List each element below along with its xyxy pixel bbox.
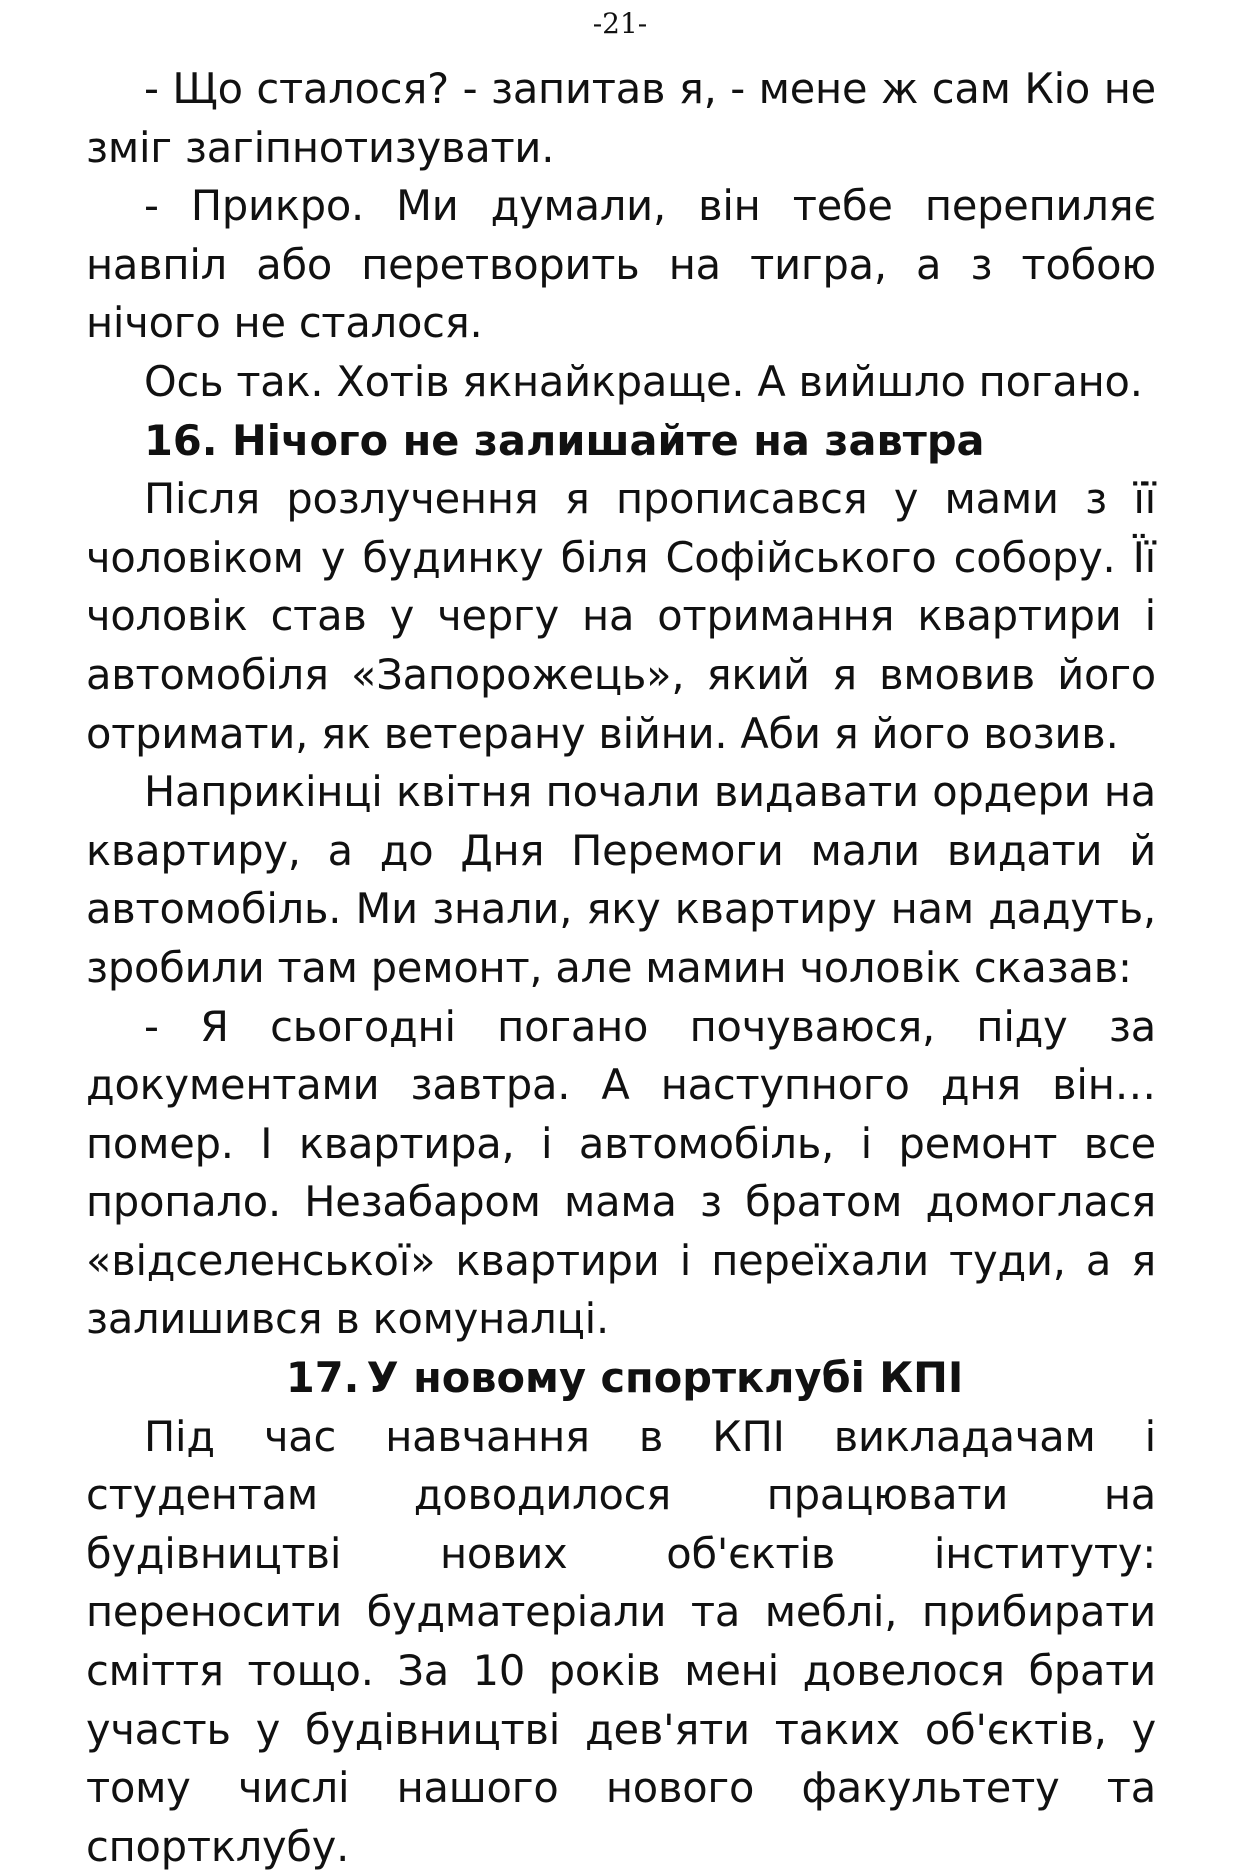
section-heading-17: [86, 1349, 1156, 1408]
section-title: Нічого не залишайте на завтра: [232, 415, 985, 465]
section-number: 17.: [285, 1353, 360, 1403]
paragraph: - Я сьогодні погано почуваюся, піду за документами завтра. А наступного дня він… помер. І квартира, і автомобіль, і ремонт все пропало. Незабаром мама з братом домоглася «відселенської» квартири і переїхали туди, а я залишився в комуналці.: [86, 1001, 1156, 1344]
paragraph: Під час навчання в КПІ викладачам і студентам доводилося працювати на будівництві нових об'єктів інституту: переносити будматеріали та меблі, прибирати сміття тощо. За 10 років мені довелося брати участь у будівництві дев'яти таких об'єктів, у тому числі нашого нового факультету та спортклубу.: [86, 1411, 1156, 1871]
section-heading-16: [86, 412, 1156, 471]
paragraph: Після розлучення я прописався у мами з її чоловіком у будинку біля Софійського собору. Її чоловік став у чергу на отримання квартири і автомобіля «Запорожець», який я вмовив його отримати, як ветерану війни. Аби я його возив.: [86, 474, 1156, 758]
paragraph: - Прикро. Ми думали, він тебе перепиляє навпіл або перетворить на тигра, а з тобою нічого не сталося.: [86, 181, 1156, 348]
section-title: У новому спортклубі КПІ: [366, 1353, 964, 1403]
paragraph: Ось так. Хотів якнайкраще. А вийшло погано.: [144, 356, 1143, 406]
page-body: [86, 60, 1156, 1876]
paragraph: Наприкінці квітня почали видавати ордери на квартиру, а до Дня Перемоги мали видати й автомобіль. Ми знали, яку квартиру нам дадуть, зробили там ремонт, але мамин чоловік сказав:: [86, 767, 1156, 992]
page-number: -21-: [592, 7, 648, 40]
section-number: 16.: [144, 415, 218, 465]
paragraph: - Що сталося? - запитав я, - мене ж сам Кіо не зміг загіпнотизувати.: [86, 64, 1156, 172]
